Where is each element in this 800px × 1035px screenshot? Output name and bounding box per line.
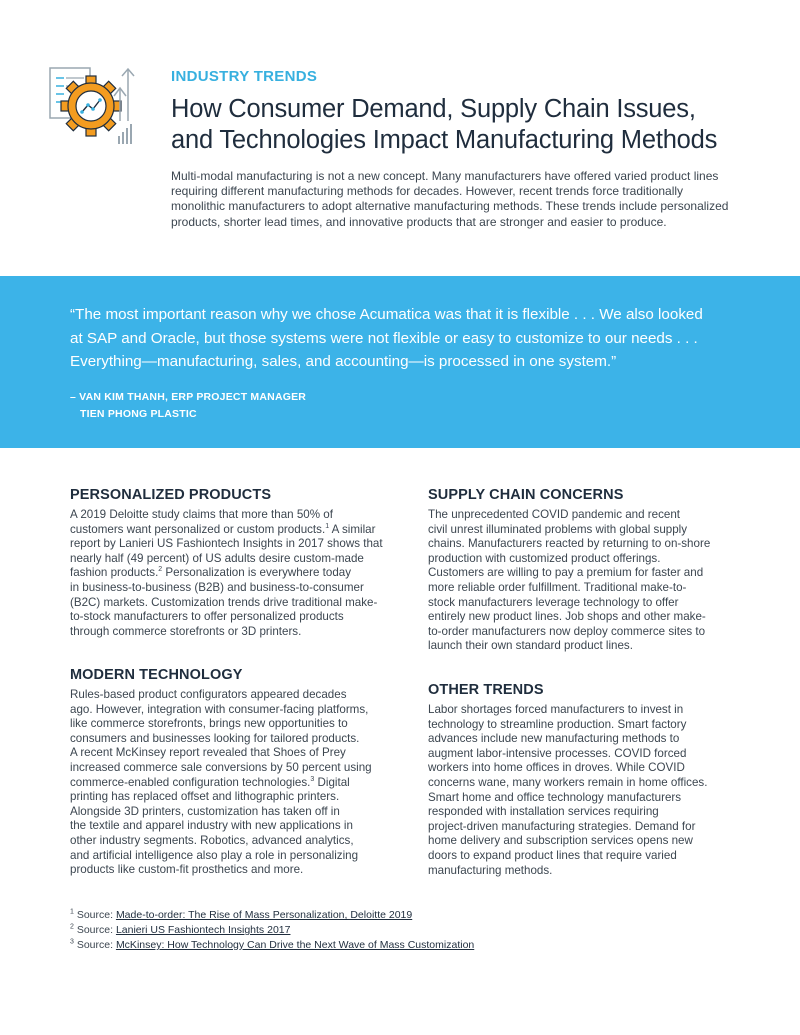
quote-line: Everything—manufacturing, sales, and accounting—is processed in one system.” <box>70 353 617 370</box>
footnote-link-lanieri[interactable]: Lanieri US Fashiontech Insights 2017 <box>115 924 291 936</box>
eyebrow: INDUSTRY TRENDS <box>171 68 318 85</box>
section-body: The unprecedented COVID pandemic and recent civil unrest illuminated problems with global supply chains. Manufacturers reacted by returning to on-shore production with customized product offerings. Customers are willing to pay a premium for faster and more reliable order fulfillment. Traditional make-to- stock manufacturers leverage technology to offer entirely new product lines. Job shops and other make- to-order manufacturers now deploy commerce sites to launch their own standard product lines. <box>428 508 711 653</box>
footnote-link-mckinsey[interactable]: McKinsey: How Technology Can Drive the Next Wave of Mass Customization <box>115 939 475 951</box>
quote-attribution <box>70 389 306 422</box>
section-heading: OTHER TRENDS <box>428 682 544 698</box>
title-line: and Technologies Impact Manufacturing Methods <box>171 126 718 154</box>
footnote-ref: 2 <box>158 566 163 574</box>
footnote-link-deloitte[interactable]: Made-to-order: The Rise of Mass Personalization, Deloitte 2019 <box>115 909 413 921</box>
attribution-company: TIEN PHONG PLASTIC <box>80 407 197 420</box>
footnote-ref: 3 <box>310 775 315 783</box>
page-title <box>171 94 771 156</box>
footnote-2: $^2$ Source: Lanieri US Fashiontech Insights 2017 <box>70 923 291 936</box>
section-supply-chain-concerns <box>428 487 768 654</box>
footnote-ref: 1 <box>325 522 330 530</box>
quote-line: at SAP and Oracle, but those systems were not flexible or easy to customize to our needs . . . <box>70 329 698 347</box>
footnote-1: $^1$ Source: Made-to-order: The Rise of Mass Personalization, Deloitte 2019 <box>70 908 413 921</box>
footnote-3: $^3$ Source: McKinsey: How Technology Can Drive the Next Wave of Mass Customization <box>70 938 475 951</box>
section-body: Labor shortages forced manufacturers to invest in technology to streamline production. Smart factory advances include new manufacturing methods to augment labor-intensive processes. COVID forced workers into home offices in droves. While COVID concerns wane, many workers remain in home offices. Smart home and office technology manufacturers responded with installation services requiring project-driven manufacturing strategies. Demand for home delivery and subscription services opens new doors to expand product lines that require varied manufacturing methods. <box>428 703 708 877</box>
section-heading: PERSONALIZED PRODUCTS <box>70 487 272 503</box>
section-body: A 2019 Deloitte study claims that more than 50% of customers want personalized or custom products.$^1$ A similar report by Lanieri US Fashiontech Insights in 2017 shows that nearly half (49 percent) of US adults desire custom-made fashion products.$^2$ Personalization is everywhere today in business-to-business (B2B) and business-to-consumer (B2C) markets. Customization trends drive traditional make- to-stock manufacturers to offer personalized products through commerce storefronts or 3D printers. <box>70 508 383 638</box>
gear-chart-icon <box>44 66 144 150</box>
section-heading: MODERN TECHNOLOGY <box>70 667 243 683</box>
attribution-name: – VAN KIM THANH, ERP PROJECT MANAGER <box>70 391 307 403</box>
section-other-trends <box>428 682 768 878</box>
section-modern-technology <box>70 667 410 878</box>
quote-line: “The most important reason why we chose Acumatica was that it is flexible . . . We also looked <box>70 306 703 323</box>
header <box>171 68 771 230</box>
quote-band <box>0 276 800 448</box>
section-heading: SUPPLY CHAIN CONCERNS <box>428 487 624 503</box>
intro-paragraph: Multi-modal manufacturing is not a new concept. Many manufacturers have offered varied product lines requiring different manufacturing methods for decades. However, recent trends force traditionally monolithic manufacturers to adopt alternative manufacturing methods. These trends include personalized products, shorter lead times, and innovative products that are stronger and easier to produce. <box>171 169 729 229</box>
title-line: How Consumer Demand, Supply Chain Issues, <box>171 95 696 123</box>
pull-quote <box>70 303 750 374</box>
section-body: Rules-based product configurators appeared decades ago. However, integration with consumer-facing platforms, like commerce storefronts, brings new opportunities to consumers and businesses looking for tailored products. A recent McKinsey report revealed that Shoes of Prey increased commerce sale conversions by 50 percent using commerce-enabled configuration technologies.$^3$ Digital printing has replaced offset and lithographic printers. Alongside 3D printers, customization has taken off in the textile and apparel industry with new applications in other industry segments. Robotics, advanced analytics, and artificial intelligence also play a role in personalizing products like custom-fit prosthetics and more. <box>70 688 372 877</box>
section-personalized-products <box>70 487 410 639</box>
footnotes <box>70 908 474 953</box>
